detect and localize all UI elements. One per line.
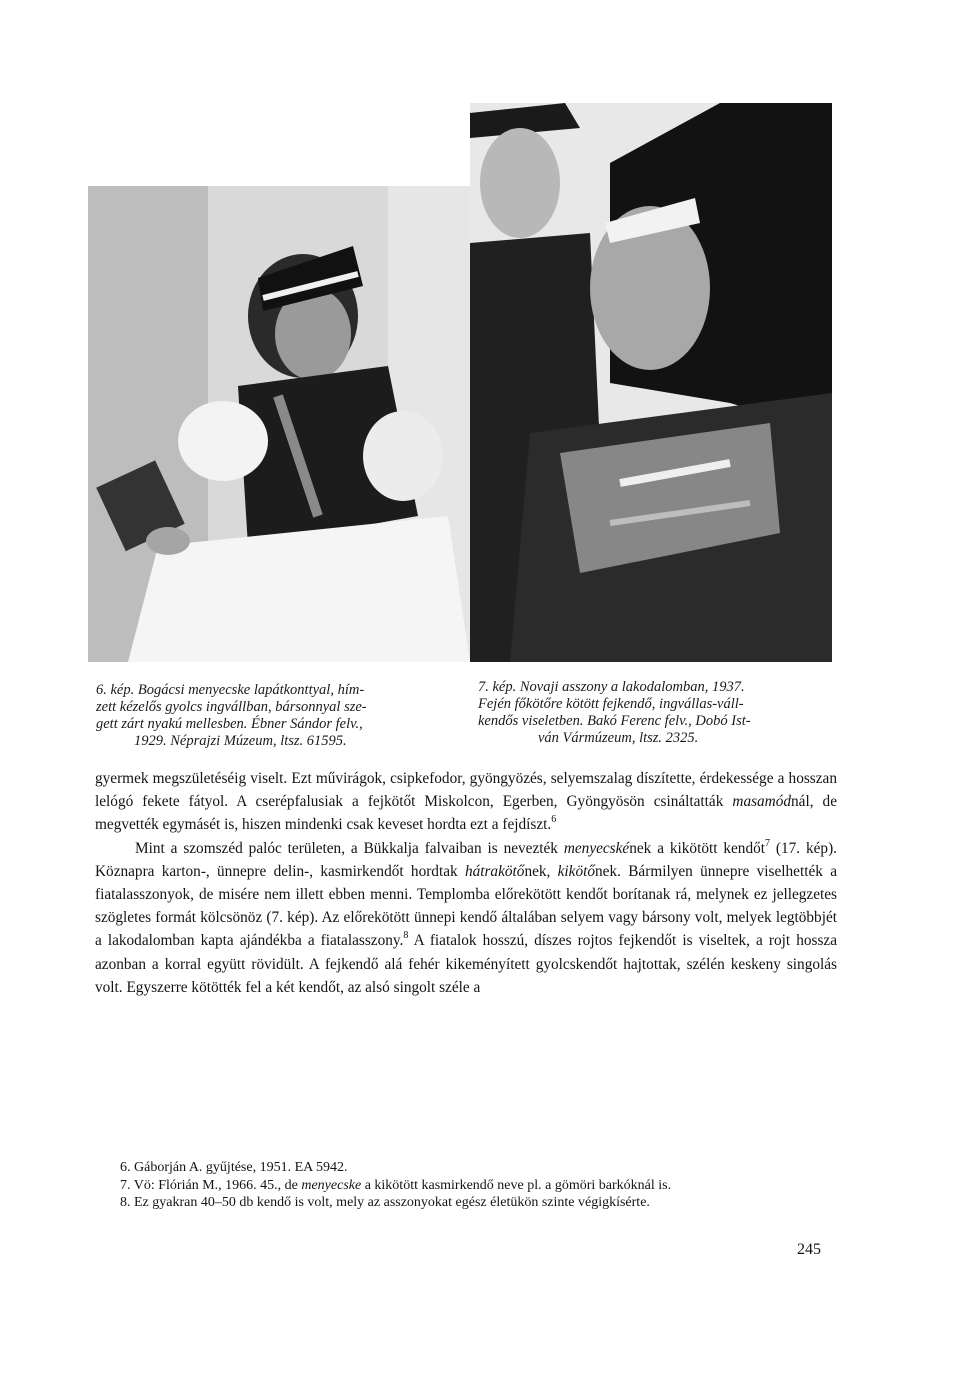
photo-left-image [88,186,470,662]
text-run: nál, de megvették egymásét is, hiszen mindenki csak keveset hordta ezt a fejdíszt. [95,793,837,834]
footnote-6: 6. Gáborján A. gyűjtése, 1951. EA 5942. [120,1160,348,1175]
photo-novaji-asszony [470,103,832,662]
text-run: nek. Bármilyen ünnepre viselhették a fiatalasszonyok, de misére nem illett ebben menni. Templomba előrekötött kendőt borítanak rá, melynek ez jellegzetes szögletes formát kölcsönöz (7. kép). Az előrekötött ünnepi kendő általában selyem vagy bársony volt, melyek legtöbbjét a lakodalomban kapta ajándékba a fiatalasszony. [95,862,837,950]
text-run: A fiatalok hosszú, díszes rojtos fejkendőt is viseltek, a rojt hossza azonban a korral együtt rövidült. A fejkendő alá fehér kikeményített gyolcskendőt hajtottak, szélén keskeny singolás volt. Egyszerre kötötték fel a két kendőt, az alsó singolt széle a [95,932,837,996]
italic-term: menyecské [563,839,630,857]
caption-line: ván Vármúzeum, ltsz. 2325. [538,730,699,746]
footnotes [120,1159,840,1212]
caption-line: Fején főkötőre kötött fejkendő, ingvállas-váll- [478,696,744,712]
figure-6-caption [96,682,451,750]
caption-line: zett kézelős gyolcs ingvállban, bársonnyal sze- [96,699,367,715]
photo-right-image [470,103,832,662]
text-run: gyermek megszületéséig viselt. Ezt művirágok, csipkefodor, gyöngyözés, selyemszalag díszítette, érdekessége a hosszan lelógó fekete fátyol. A cserépfalusiak a fejkötőt Miskolcon, Egerben, Gyöngyösön csináltatták [95,770,837,811]
caption-line: 1929. Néprajzi Múzeum, ltsz. 61595. [134,733,347,749]
footnote-8: 8. Ez gyakran 40–50 db kendő is volt, mely az asszonyokat egész életükön szinte végigkísérte. [120,1195,650,1210]
paragraph-continued [95,767,837,837]
footnote-ref-6: 6 [551,814,557,826]
figure-7-caption [478,679,818,747]
paragraph [95,837,837,999]
text-run: Mint a szomszéd palóc területen, a Bükkalja falvaiban is nevezték [135,839,564,857]
text-run: (17. kép). Köznapra karton-, ünnepre delin-, kasmirkendőt hordtak [95,839,837,880]
footnote-ref-7: 7 [765,837,770,849]
italic-term: kikötő [557,862,596,880]
footnote-italic: menyecske [301,1177,362,1193]
photo-bogacsi-menyecske [88,186,470,662]
page-number: 245 [797,1241,821,1258]
caption-line: 6. kép. Bogácsi menyecske lapátkonttyal, hím- [96,682,365,698]
footnote-ref-8: 8 [403,930,409,942]
text-run: nek a kikötött kendőt [629,839,765,857]
footnote-text: 7. Vö: Flórián M., 1966. 45., de [120,1177,302,1193]
footnote-7 [120,1177,840,1195]
italic-term: hátrakötő [464,862,525,880]
caption-line: kendős viseletben. Bakó Ferenc felv., Dobó Ist- [478,713,751,729]
body-text [95,767,837,999]
caption-line: gett zárt nyakú mellesben. Ébner Sándor felv., [96,716,363,732]
text-run: nek, [524,862,558,880]
caption-line: 7. kép. Novaji asszony a lakodalomban, 1937. [478,679,745,695]
italic-term: masamód [732,793,792,811]
footnote-text: a kikötött kasmirkendő neve pl. a gömöri barkóknál is. [361,1177,672,1193]
